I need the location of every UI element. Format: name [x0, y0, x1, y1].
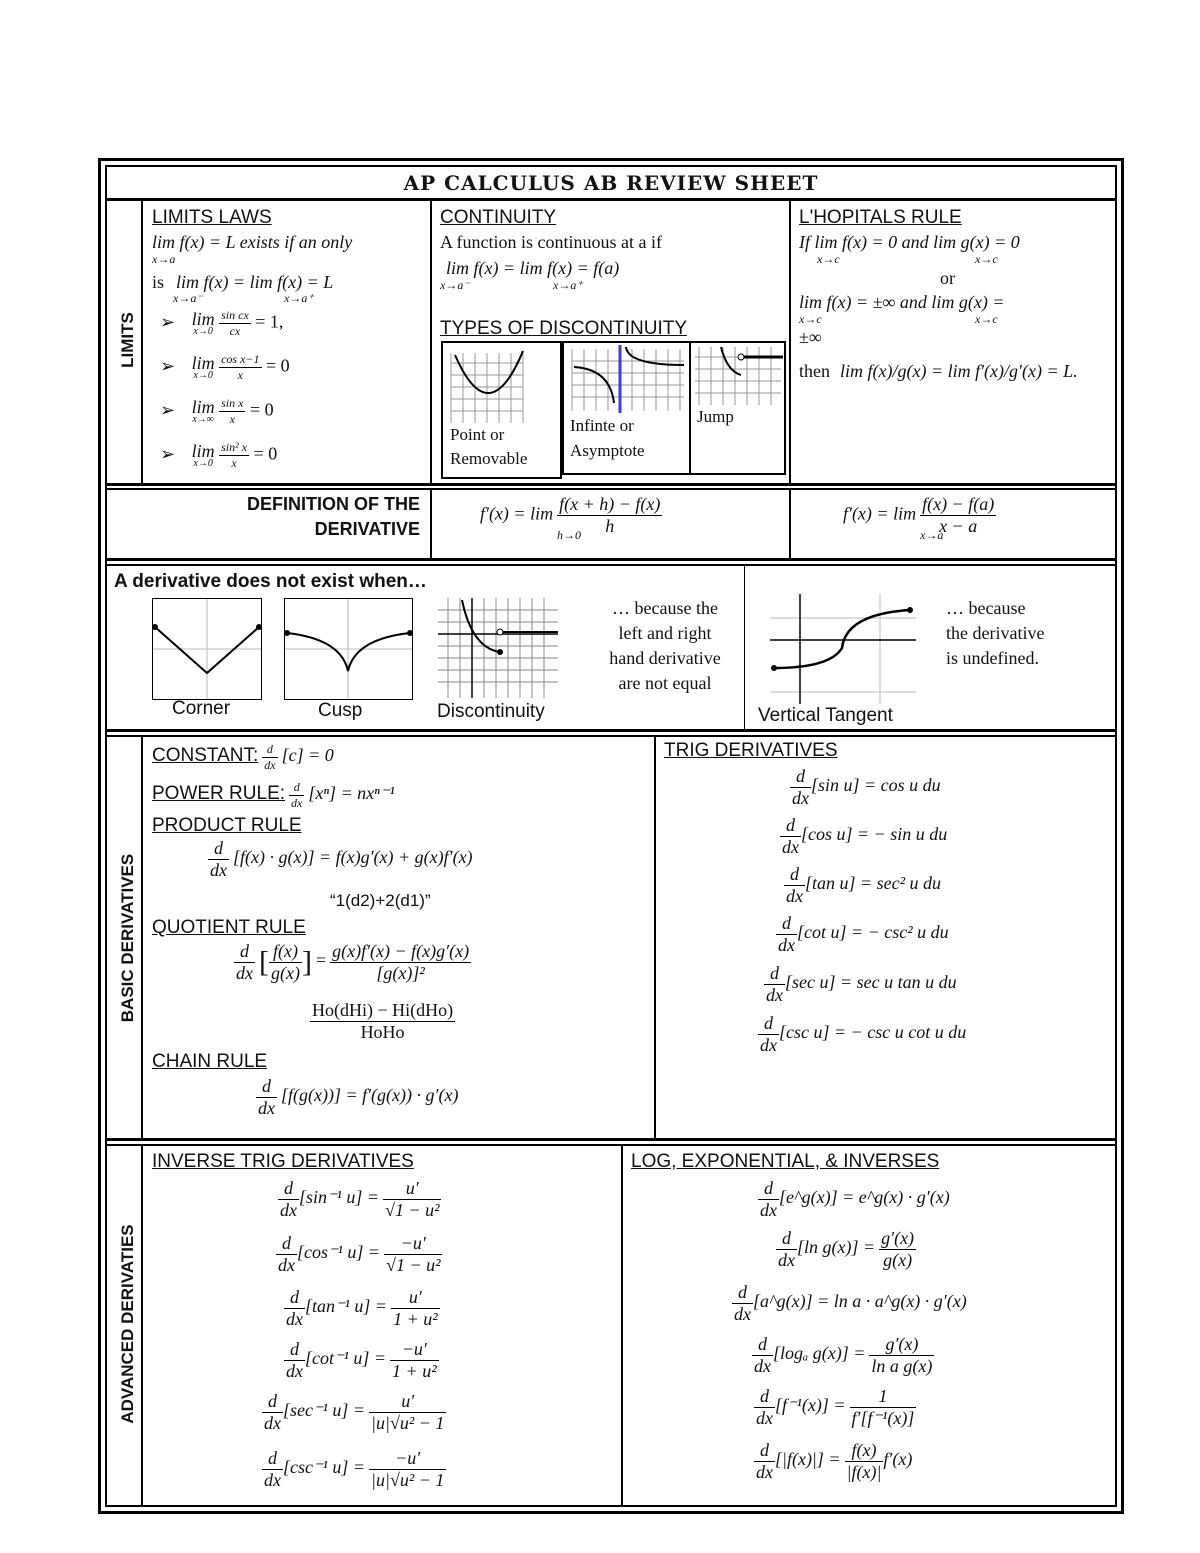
- limit-bullet: ➢ lim x→0 $\frac{\text{sin cx}}{cx}$ = 1,: [160, 308, 284, 338]
- lhopital-or: or: [940, 268, 955, 288]
- dne-graph-caption: Discontinuity: [437, 701, 545, 722]
- dne-graph-caption: Vertical Tangent: [758, 705, 893, 726]
- sheet-title: AP CALCULUS AB REVIEW SHEET: [403, 171, 819, 195]
- limit-bullet: ➢ lim x→0 $\frac{\text{sin² x}}{x}$ = 0: [160, 440, 278, 470]
- limit-subscript: x→a⁺: [284, 291, 314, 305]
- inverse-trig-rule: $\frac{d}{dx}$ [sin⁻¹ u] = $\frac{u'}{\text{√1 − u²}}$: [280, 1178, 440, 1220]
- divider: [105, 1144, 1117, 1146]
- chain-rule-formula: $\frac{d}{dx}$ [f(g(x))] = f′(g(x)) · g′(x): [258, 1076, 459, 1118]
- lhopital-heading: L'HOPITALS RULE: [799, 207, 962, 228]
- limits-laws-line2: lim f(x) = lim f(x) = L: [176, 272, 334, 292]
- limit-bullet: ➢ lim x→∞ $\frac{\text{sin x}}{x}$ = 0: [160, 396, 274, 426]
- lhopital-line3: ±∞: [799, 327, 822, 347]
- corner-graph: [152, 598, 262, 700]
- trig-rule: $\frac{d}{dx}$ [cos u] = − sin u du: [782, 815, 948, 857]
- inverse-trig-rule: $\frac{d}{dx}$ [cot⁻¹ u] = $\frac{-u'}{\text{1 + u²}}$: [286, 1339, 437, 1381]
- continuity-formula: lim f(x) = lim f(x) = f(a): [446, 258, 620, 278]
- dne-because-1: … because the left and right hand derivative are not equal: [609, 598, 721, 693]
- dne-because-2: … because the derivative is undefined.: [946, 598, 1045, 668]
- trig-rule: $\frac{d}{dx}$ [sec u] = sec u tan u du: [766, 963, 957, 1005]
- product-rule-mnemonic: “1(d2)+2(d1)”: [330, 891, 431, 910]
- definition-label-line2: DERIVATIVE: [314, 519, 420, 539]
- inverse-trig-rule: $\frac{d}{dx}$ [csc⁻¹ u] = $\frac{-u'}{\text{|u|√u² − 1}}$: [264, 1448, 445, 1490]
- divider: [141, 200, 143, 484]
- definition-label-line1: DEFINITION OF THE: [247, 494, 420, 514]
- divider: [105, 198, 1117, 201]
- lhopital-then: then: [799, 361, 830, 381]
- limit-subscript: x→a⁺: [553, 278, 583, 292]
- log-exp-rule: $\frac{d}{dx}$ [logₐ g(x)] = $\frac{g'(x)}{\text{ln a g(x)}}$: [754, 1334, 933, 1376]
- limit-subscript: x→a⁻: [173, 291, 203, 305]
- limits-laws-line1: lim f(x) = L exists if an only: [152, 232, 353, 252]
- dne-graph-caption: Cusp: [318, 700, 363, 721]
- divider: [105, 735, 1117, 737]
- limits-laws-line2-pre: is: [152, 272, 165, 292]
- divider: [789, 489, 791, 559]
- discontinuity-type-caption: Removable: [450, 449, 528, 468]
- limit-subscript: x→c: [975, 312, 998, 326]
- discontinuity-type-caption: Infinte or: [570, 416, 634, 435]
- inverse-trig-rule: $\frac{d}{dx}$ [sec⁻¹ u] = $\frac{u'}{\text{|u|√u² − 1}}$: [264, 1391, 445, 1433]
- lhopital-line1: If lim f(x) = 0 and lim g(x) = 0: [799, 232, 1020, 252]
- limit-subscript: x→a: [920, 528, 944, 542]
- trig-rule: $\frac{d}{dx}$ [csc u] = − csc u cot u du: [760, 1013, 967, 1055]
- discontinuity-graph: [438, 598, 558, 698]
- chain-rule-heading: CHAIN RULE: [152, 1051, 268, 1072]
- divider: [430, 489, 432, 559]
- section-label-basic: BASIC DERIVATIVES: [118, 853, 137, 1023]
- power-rule: POWER RULE: $\frac{d}{dx}$ [xⁿ] = nxⁿ⁻¹: [152, 780, 395, 810]
- log-exp-heading: LOG, EXPONENTIAL, & INVERSES: [631, 1151, 940, 1172]
- continuity-text: A function is continuous at a if: [440, 232, 662, 252]
- cusp-graph-icon: [285, 599, 412, 699]
- limit-subscript: x→a: [152, 252, 176, 266]
- divider: [141, 1145, 143, 1507]
- log-exp-rule: $\frac{d}{dx}$ [e^g(x)] = e^g(x) · g′(x): [760, 1178, 950, 1220]
- limit-subscript: x→c: [817, 252, 840, 266]
- dne-graph-caption: Corner: [172, 698, 231, 719]
- log-exp-rule: $\frac{d}{dx}$ [f⁻¹(x)] = $\frac{1}{\text{f′[f⁻¹(x)]}}$: [756, 1386, 915, 1428]
- section-label-limits: LIMITS: [118, 312, 137, 368]
- divider: [105, 558, 1117, 561]
- product-rule-heading: PRODUCT RULE: [152, 815, 302, 836]
- product-rule-formula: $\frac{d}{dx}$ [f(x) · g(x)] = f(x)g′(x) + g(x)f′(x): [210, 838, 473, 880]
- divider: [789, 200, 791, 484]
- quotient-rule-heading: QUOTIENT RULE: [152, 917, 306, 938]
- log-exp-rule: $\frac{d}{dx}$ [a^g(x)] = ln a · a^g(x) · g′(x): [734, 1282, 967, 1324]
- divider: [621, 1145, 623, 1507]
- trig-rule: $\frac{d}{dx}$ [tan u] = sec² u du: [786, 864, 942, 906]
- divider: [105, 729, 1117, 732]
- discontinuity-type-caption: Jump: [697, 407, 734, 426]
- discontinuity-graph-icon: [438, 598, 558, 698]
- corner-graph-icon: [153, 599, 261, 699]
- divider: [105, 488, 1117, 490]
- dne-heading: A derivative does not exist when…: [114, 571, 427, 592]
- divider: [744, 566, 745, 730]
- quotient-rule-formula: $\frac{d}{dx}$ [ $\frac{f(x)}{g(x)}$ ] = $\frac{g(x)f'(x) - f(x)g'(x)}{\text{[g(x)]²}}$: [236, 941, 470, 983]
- divider: [105, 564, 1117, 566]
- cusp-graph: [284, 598, 413, 700]
- limits-laws-heading: LIMITS LAWS: [152, 207, 272, 228]
- vertical-tangent-graph: [770, 594, 916, 704]
- divider: [141, 736, 143, 1140]
- constant-rule: CONSTANT: $\frac{d}{dx}$ [c] = 0: [152, 742, 334, 772]
- discontinuity-type-caption: Asymptote: [570, 441, 645, 460]
- continuity-heading: CONTINUITY: [440, 207, 557, 228]
- definition-formula-2: f′(x) = lim $\frac{f(x) - f(a)}{x - a}$: [843, 494, 995, 536]
- trig-derivatives-heading: TRIG DERIVATIVES: [664, 740, 838, 761]
- inverse-trig-heading: INVERSE TRIG DERIVATIVES: [152, 1151, 414, 1172]
- log-exp-rule: $\frac{d}{dx}$ [|f(x)|] = $\frac{f(x)}{|f(x)|}$ f′(x): [756, 1440, 913, 1482]
- limit-bullet-list: [160, 308, 430, 484]
- divider: [654, 736, 656, 1140]
- divider: [430, 200, 432, 484]
- trig-rule: $\frac{d}{dx}$ [cot u] = − csc² u du: [778, 913, 949, 955]
- vertical-tangent-graph-icon: [770, 594, 916, 704]
- limit-subscript: x→c: [799, 312, 822, 326]
- limit-subscript: x→a⁻: [440, 278, 470, 292]
- trig-rule: $\frac{d}{dx}$ [sin u] = cos u du: [792, 766, 941, 808]
- discontinuity-types-heading: TYPES OF DISCONTINUITY: [440, 318, 688, 339]
- lhopital-formula: lim f(x)/g(x) = lim f′(x)/g′(x) = L.: [840, 361, 1078, 381]
- lhopital-line2: lim f(x) = ±∞ and lim g(x) =: [799, 292, 1005, 312]
- inverse-trig-rule: $\frac{d}{dx}$ [tan⁻¹ u] = $\frac{u'}{\text{1 + u²}}$: [286, 1287, 438, 1329]
- quotient-rule-mnemonic: $\frac{\text{Ho(dHi) − Hi(dHo)}}{\text{HoHo}}$: [312, 1000, 454, 1042]
- limit-subscript: x→c: [975, 252, 998, 266]
- divider: [105, 1138, 1117, 1141]
- discontinuity-type-caption: Point or: [450, 425, 505, 444]
- inverse-trig-rule: $\frac{d}{dx}$ [cos⁻¹ u] = $\frac{-u'}{\text{√1 − u²}}$: [278, 1233, 441, 1275]
- limit-subscript: h→0: [557, 528, 581, 542]
- definition-formula-1: f′(x) = lim $\frac{f(x + h) - f(x)}{h}$: [480, 494, 661, 536]
- section-label-advanced: ADVANCED DERIVATIES: [118, 1224, 137, 1424]
- limit-bullet: ➢ lim x→0 $\frac{\text{cos x−1}}{x}$ = 0: [160, 352, 290, 382]
- log-exp-rule: $\frac{d}{dx}$ [ln g(x)] = $\frac{g'(x)}{g(x)}$: [778, 1228, 915, 1270]
